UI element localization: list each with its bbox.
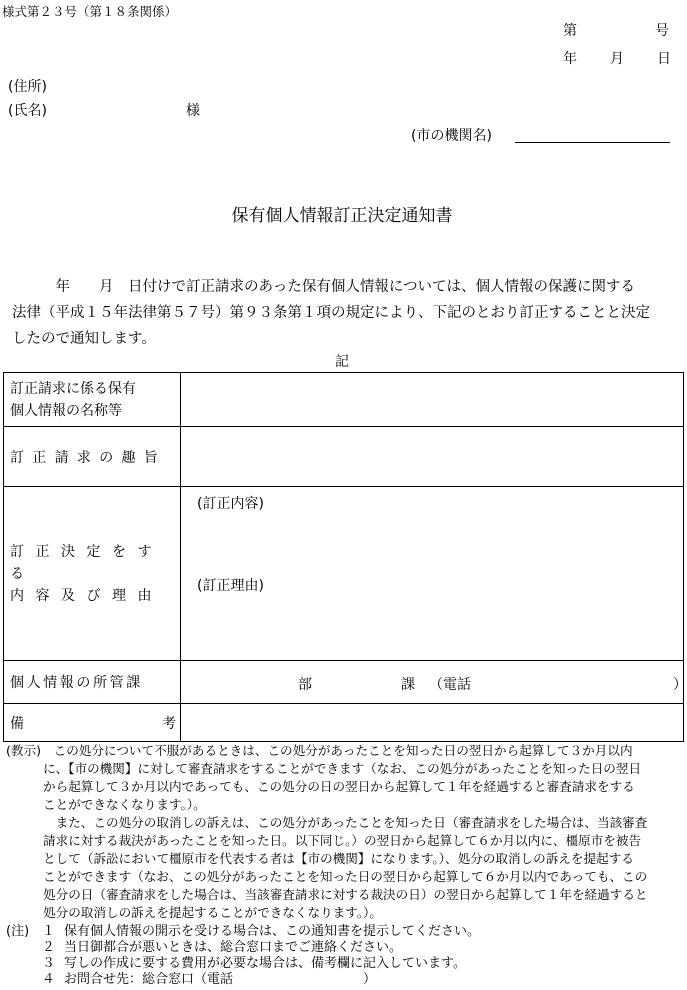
note-number: １: [42, 924, 56, 939]
instructions-line: [6, 742, 682, 760]
row4-value-cell[interactable]: [181, 661, 687, 704]
date-month: 月: [610, 51, 624, 67]
date-year: 年: [563, 51, 577, 67]
table-row: [4, 373, 684, 427]
row5-value-cell[interactable]: [181, 704, 684, 742]
issue-number-suffix: 号: [655, 23, 669, 39]
note-text: 当日御都合が悪いときは、総合窓口までご連絡ください。: [64, 940, 403, 955]
section-label: 課: [401, 676, 415, 693]
row1-value-cell[interactable]: [181, 373, 684, 427]
notes-block: [6, 924, 480, 988]
row4-label: 個人情報の所管課: [10, 675, 143, 691]
instructions-line: また、この処分の取消しの訴えは、この処分があったことを知った日（審査請求をした場合は、当該審査: [43, 815, 648, 830]
instructions-line: 処分の日（審査請求をした場合は、当該審査請求に対する裁決の日）の翌日から起算して１年を経過すると: [43, 887, 648, 902]
recipient-honorific: 様: [186, 103, 200, 119]
issuer-signature-line: [515, 142, 670, 143]
note-item: [6, 940, 480, 956]
recipient-name-label: (氏名): [8, 103, 47, 119]
instructions-line: として（訴訟において橿原市を代表する者は【市の機関】になります。）、処分の取消しの訴えを提起する: [43, 851, 634, 866]
note-item: [6, 924, 480, 940]
row2-value-cell[interactable]: [181, 427, 684, 487]
note-text: お問合せ先：総合窓口（電話 ）: [64, 972, 377, 987]
note-number: ４: [42, 972, 56, 987]
table-row: [4, 427, 684, 487]
row2-label: 訂正請求の趣旨: [10, 449, 167, 466]
document-title: 保有個人情報訂正決定通知書: [231, 206, 453, 226]
instructions-text: この処分について不服があるときは、この処分があったことを知った日の翌日から起算して３か月以内: [41, 743, 633, 758]
row4-label-cell: [4, 661, 181, 704]
instructions-line: ことができなくなります。）。: [43, 797, 206, 812]
row2-label-cell: [4, 427, 181, 487]
correction-reason-label: (訂正理由): [197, 578, 264, 594]
department-label: 部: [298, 676, 312, 693]
row1-label-line2: 個人情報の名称等: [10, 402, 122, 419]
ki-heading: 記: [335, 354, 349, 370]
row3-value-cell[interactable]: [181, 487, 684, 661]
phone-close-label: ）: [673, 676, 687, 693]
row5-label-cell: [4, 704, 181, 742]
notes-label: (注): [6, 924, 30, 939]
row1-label-line1: 訂正請求に係る保有: [10, 380, 136, 397]
details-table: [3, 372, 687, 742]
correction-content-label: (訂正内容): [197, 496, 264, 512]
instructions-line: に、【市の機関】に対して審査請求をすることができます（なお、この処分があったことを知った日の翌日: [43, 761, 642, 776]
instructions-line: 請求に対する裁決があったことを知った日。以下同じ。）の翌日から起算して６か月以内に、橿原市を被告: [43, 833, 642, 848]
row3-label-line1: 訂正決定をする: [10, 543, 163, 582]
note-number: ３: [42, 956, 56, 971]
form-number: 様式第２３号（第１８条関係）: [2, 4, 178, 19]
body-paragraph: [12, 274, 676, 352]
instructions-line: ことができます（なお、この処分があったことを知った日の翌日から起算して６か月以内であっても、この: [43, 869, 648, 884]
body-line: したので通知します。: [12, 331, 156, 347]
body-line: 法律（平成１５年法律第５７号）第９３条第１項の規定により、下記のとおり訂正することと決定: [12, 305, 650, 321]
phone-open-label: （電話: [429, 676, 471, 693]
table-row: [4, 704, 684, 742]
instructions-line: から起算して３か月以内であっても、この処分の日の翌日から起算して１年を経過すると審査請求をする: [43, 779, 635, 794]
issue-number-label: 第: [563, 23, 577, 39]
remarks-char: 考: [162, 715, 176, 732]
instructions-label: (教示): [6, 743, 42, 758]
row1-label-cell: [4, 373, 181, 427]
note-number: ２: [42, 940, 56, 955]
remarks-label: [10, 713, 176, 733]
recipient-address-label: (住所): [8, 79, 47, 95]
body-line: 年 月 日付けで訂正請求のあった保有個人情報については、個人情報の保護に関する: [12, 279, 636, 295]
instructions-block: [6, 742, 682, 922]
instructions-line: 処分の取消しの訴えを提起することができなくなります。）。: [43, 905, 383, 920]
note-item: [6, 972, 480, 988]
issuer-label: (市の機関名): [411, 128, 492, 144]
note-text: 写しの作成に要する費用が必要な場合は、備考欄に記入しています。: [64, 956, 466, 971]
date-day: 日: [657, 51, 671, 67]
row3-label-line2: 内容及び理由: [10, 587, 163, 604]
table-row: [4, 487, 684, 661]
row3-label-cell: [4, 487, 181, 661]
remarks-char: 備: [10, 715, 24, 732]
table-row: [4, 661, 684, 704]
issue-date: [563, 48, 671, 68]
note-item: [6, 956, 480, 972]
note-text: 保有個人情報の開示を受ける場合は、この通知書を提示してください。: [64, 924, 481, 939]
